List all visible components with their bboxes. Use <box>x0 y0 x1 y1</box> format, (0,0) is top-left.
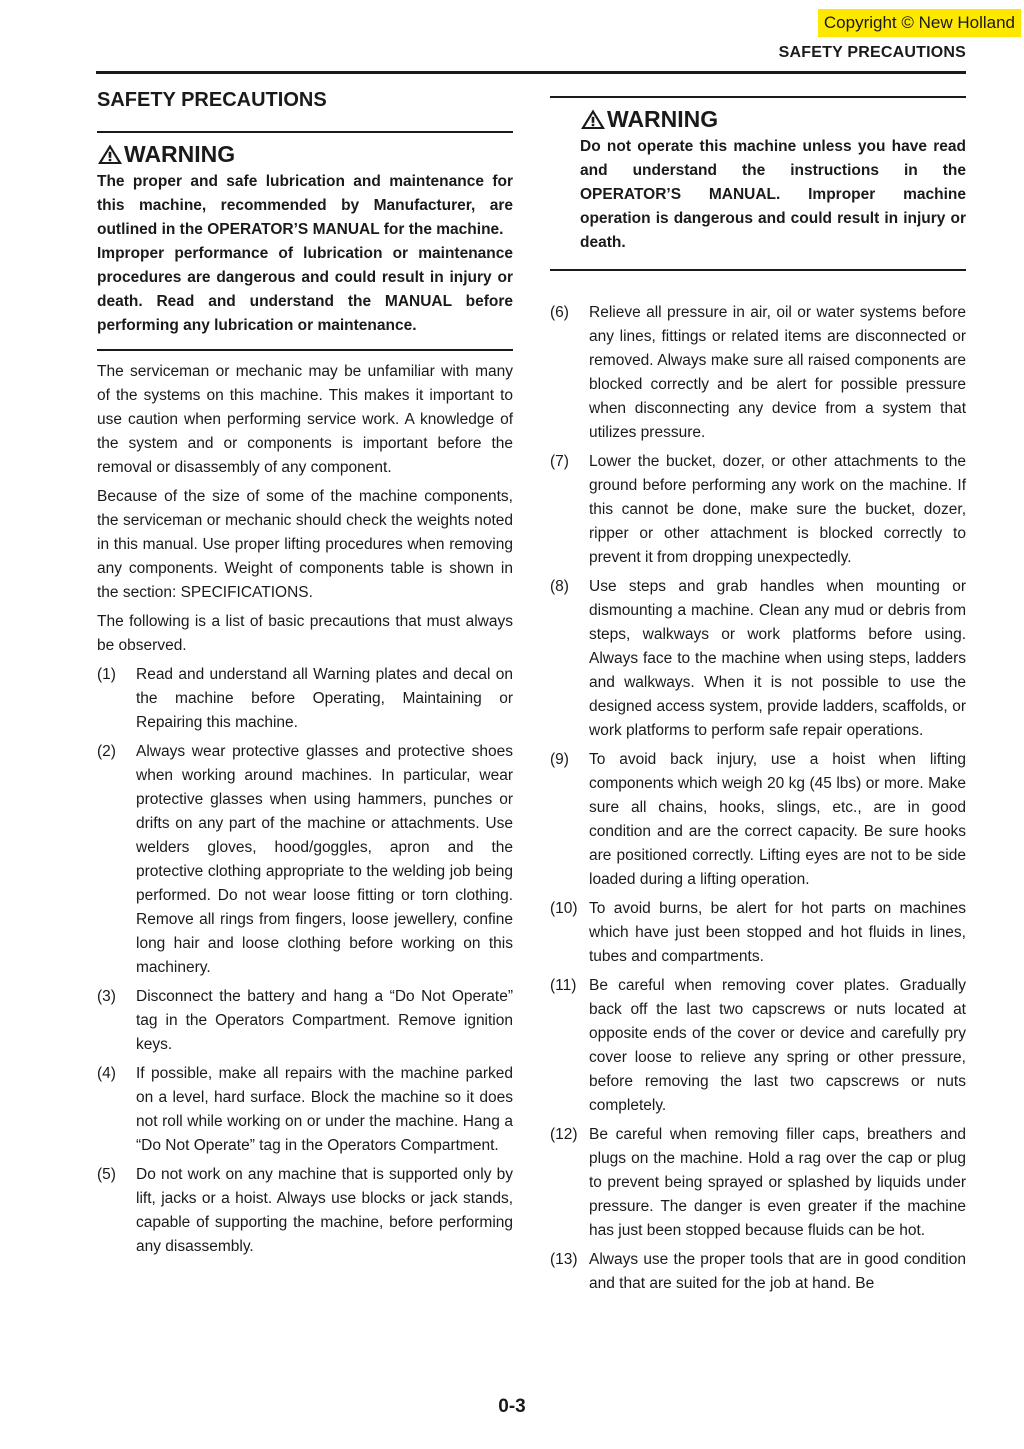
list-item-number: (5) <box>97 1166 116 1183</box>
list-item-number: (1) <box>97 666 116 683</box>
copyright-badge: Copyright © New Holland <box>818 9 1021 37</box>
list-item-number: (2) <box>97 743 116 760</box>
list-item <box>550 1248 966 1296</box>
list-item-number: (9) <box>550 751 569 768</box>
running-header: SAFETY PRECAUTIONS <box>778 44 966 61</box>
list-item <box>550 897 966 969</box>
list-item <box>97 663 513 735</box>
warning-heading <box>97 139 513 169</box>
list-item-text: To avoid burns, be alert for hot parts on machines which have just been stopped and hot fluids in lines, tubes and compartments. <box>589 900 966 965</box>
paragraph: The serviceman or mechanic may be unfamiliar with many of the systems on this machine. This makes it important to use caution when performing service work. A knowledge of the system and or components is important before the removal or disassembly of any component. <box>97 363 513 476</box>
list-item-text: To avoid back injury, use a hoist when lifting components which weigh 20 kg (45 lbs) or more. Make sure all chains, hooks, slings, etc., are in good condition and are the correct capacity. Be sure hooks are positioned correctly. Lifting eyes are not to be side loaded during a lifting operation. <box>589 751 966 888</box>
list-item <box>97 740 513 980</box>
warning-triangle-icon <box>580 108 606 130</box>
list-item-number: (6) <box>550 304 569 321</box>
section-title: SAFETY PRECAUTIONS <box>97 89 327 111</box>
list-item <box>97 1163 513 1259</box>
list-item-text: Always use the proper tools that are in good condition and that are suited for the job at hand. Be <box>589 1251 966 1292</box>
right-column <box>550 96 966 1301</box>
list-item-number: (11) <box>550 977 577 994</box>
list-item-text: Lower the bucket, dozer, or other attachments to the ground before performing any work on the machine. If this cannot be done, make sure the bucket, dozer, ripper or other attachment is blocked correctly to prevent it from dropping unexpectedly. <box>589 453 966 566</box>
list-item <box>97 985 513 1057</box>
list-item-text: Do not work on any machine that is supported only by lift, jacks or a hoist. Always use blocks or jack stands, capable of supporting the machine, before performing any disassembly. <box>136 1166 513 1255</box>
warning-bottom-rule <box>550 269 966 271</box>
list-item-number: (8) <box>550 578 569 595</box>
list-item-text: Be careful when removing filler caps, breathers and plugs on the machine. Hold a rag over the cap or plug to prevent being sprayed or splashed by liquids under pressure. The danger is even greater if the machine has just been stopped because fluids can be hot. <box>589 1126 966 1239</box>
warning-bottom-rule <box>97 349 513 351</box>
list-item-text: Be careful when removing cover plates. Gradually back off the last two capscrews or nuts located at opposite ends of the cover or device and carefully pry cover loose to relieve any spring or other pressure, before removing the last two capscrews or nuts completely. <box>589 977 966 1114</box>
list-item-number: (12) <box>550 1126 578 1143</box>
warning-title: WARNING <box>124 141 236 167</box>
warning-text: Do not operate this machine unless you have read and understand the instructions in the OPERATOR’S MANUAL. Improper machine operation is dangerous and could result in injury or death. <box>580 138 966 251</box>
warning-triangle-icon <box>97 143 123 165</box>
warning-heading <box>580 104 966 134</box>
warning-text-2: Improper performance of lubrication or maintenance procedures are dangerous and could result in injury or death. Read and understand the MANUAL before performing any lubrication or maintenance. <box>97 245 513 334</box>
left-column <box>97 84 513 1264</box>
list-item <box>550 450 966 570</box>
page-number: 0-3 <box>498 1396 526 1417</box>
warning-box <box>550 98 966 255</box>
list-item-text: Read and understand all Warning plates and decal on the machine before Operating, Maintaining or Repairing this machine. <box>136 666 513 731</box>
warning-box <box>97 133 513 338</box>
warning-title: WARNING <box>607 106 719 132</box>
list-item-text: Disconnect the battery and hang a “Do Not Operate” tag in the Operators Compartment. Remove ignition keys. <box>136 988 513 1053</box>
list-item <box>550 301 966 445</box>
list-item-number: (7) <box>550 453 569 470</box>
list-item <box>550 974 966 1118</box>
paragraph: Because of the size of some of the machine components, the serviceman or mechanic should check the weights noted in this manual. Use proper lifting procedures when removing any components. Weight of components table is shown in the section: SPECIFICATIONS. <box>97 488 513 601</box>
list-item-number: (4) <box>97 1065 116 1082</box>
list-item-text: Use steps and grab handles when mounting or dismounting a machine. Clean any mud or debris from steps, walkways or work platforms before using. Always face to the machine when using steps, ladders and walkways. When it is not possible to use the designed access system, provide ladders, scaffolds, or work platforms to perform safe repair operations. <box>589 578 966 739</box>
paragraph: The following is a list of basic precautions that must always be observed. <box>97 613 513 654</box>
list-item-text: Relieve all pressure in air, oil or water systems before any lines, fittings or related items are disconnected or removed. Always make sure all raised components are blocked correctly and be alert for possible pressure when disconnecting any device from a system that utilizes pressure. <box>589 304 966 441</box>
list-item-number: (10) <box>550 900 578 917</box>
warning-text: The proper and safe lubrication and maintenance for this machine, recommended by Manufacturer, are outlined in the OPERATOR’S MANUAL for the machine. <box>97 173 513 238</box>
list-item <box>550 575 966 743</box>
header-rule <box>96 71 966 74</box>
list-item <box>550 1123 966 1243</box>
list-item-text: Always wear protective glasses and protective shoes when working around machines. In particular, wear protective glasses when using hammers, punches or drifts on any part of the machine or attachments. Use welders gloves, hood/goggles, apron and the protective clothing appropriate to the welding job being performed. Do not wear loose fitting or torn clothing. Remove all rings from fingers, loose jewellery, confine long hair and loose clothing before working on this machinery. <box>136 743 513 976</box>
list-item-number: (13) <box>550 1251 578 1268</box>
list-item <box>550 748 966 892</box>
list-item <box>97 1062 513 1158</box>
list-item-number: (3) <box>97 988 116 1005</box>
list-item-text: If possible, make all repairs with the machine parked on a level, hard surface. Block the machine so it does not roll while working on or under the machine. Hang a “Do Not Operate” tag in the Operators Compartment. <box>136 1065 513 1154</box>
